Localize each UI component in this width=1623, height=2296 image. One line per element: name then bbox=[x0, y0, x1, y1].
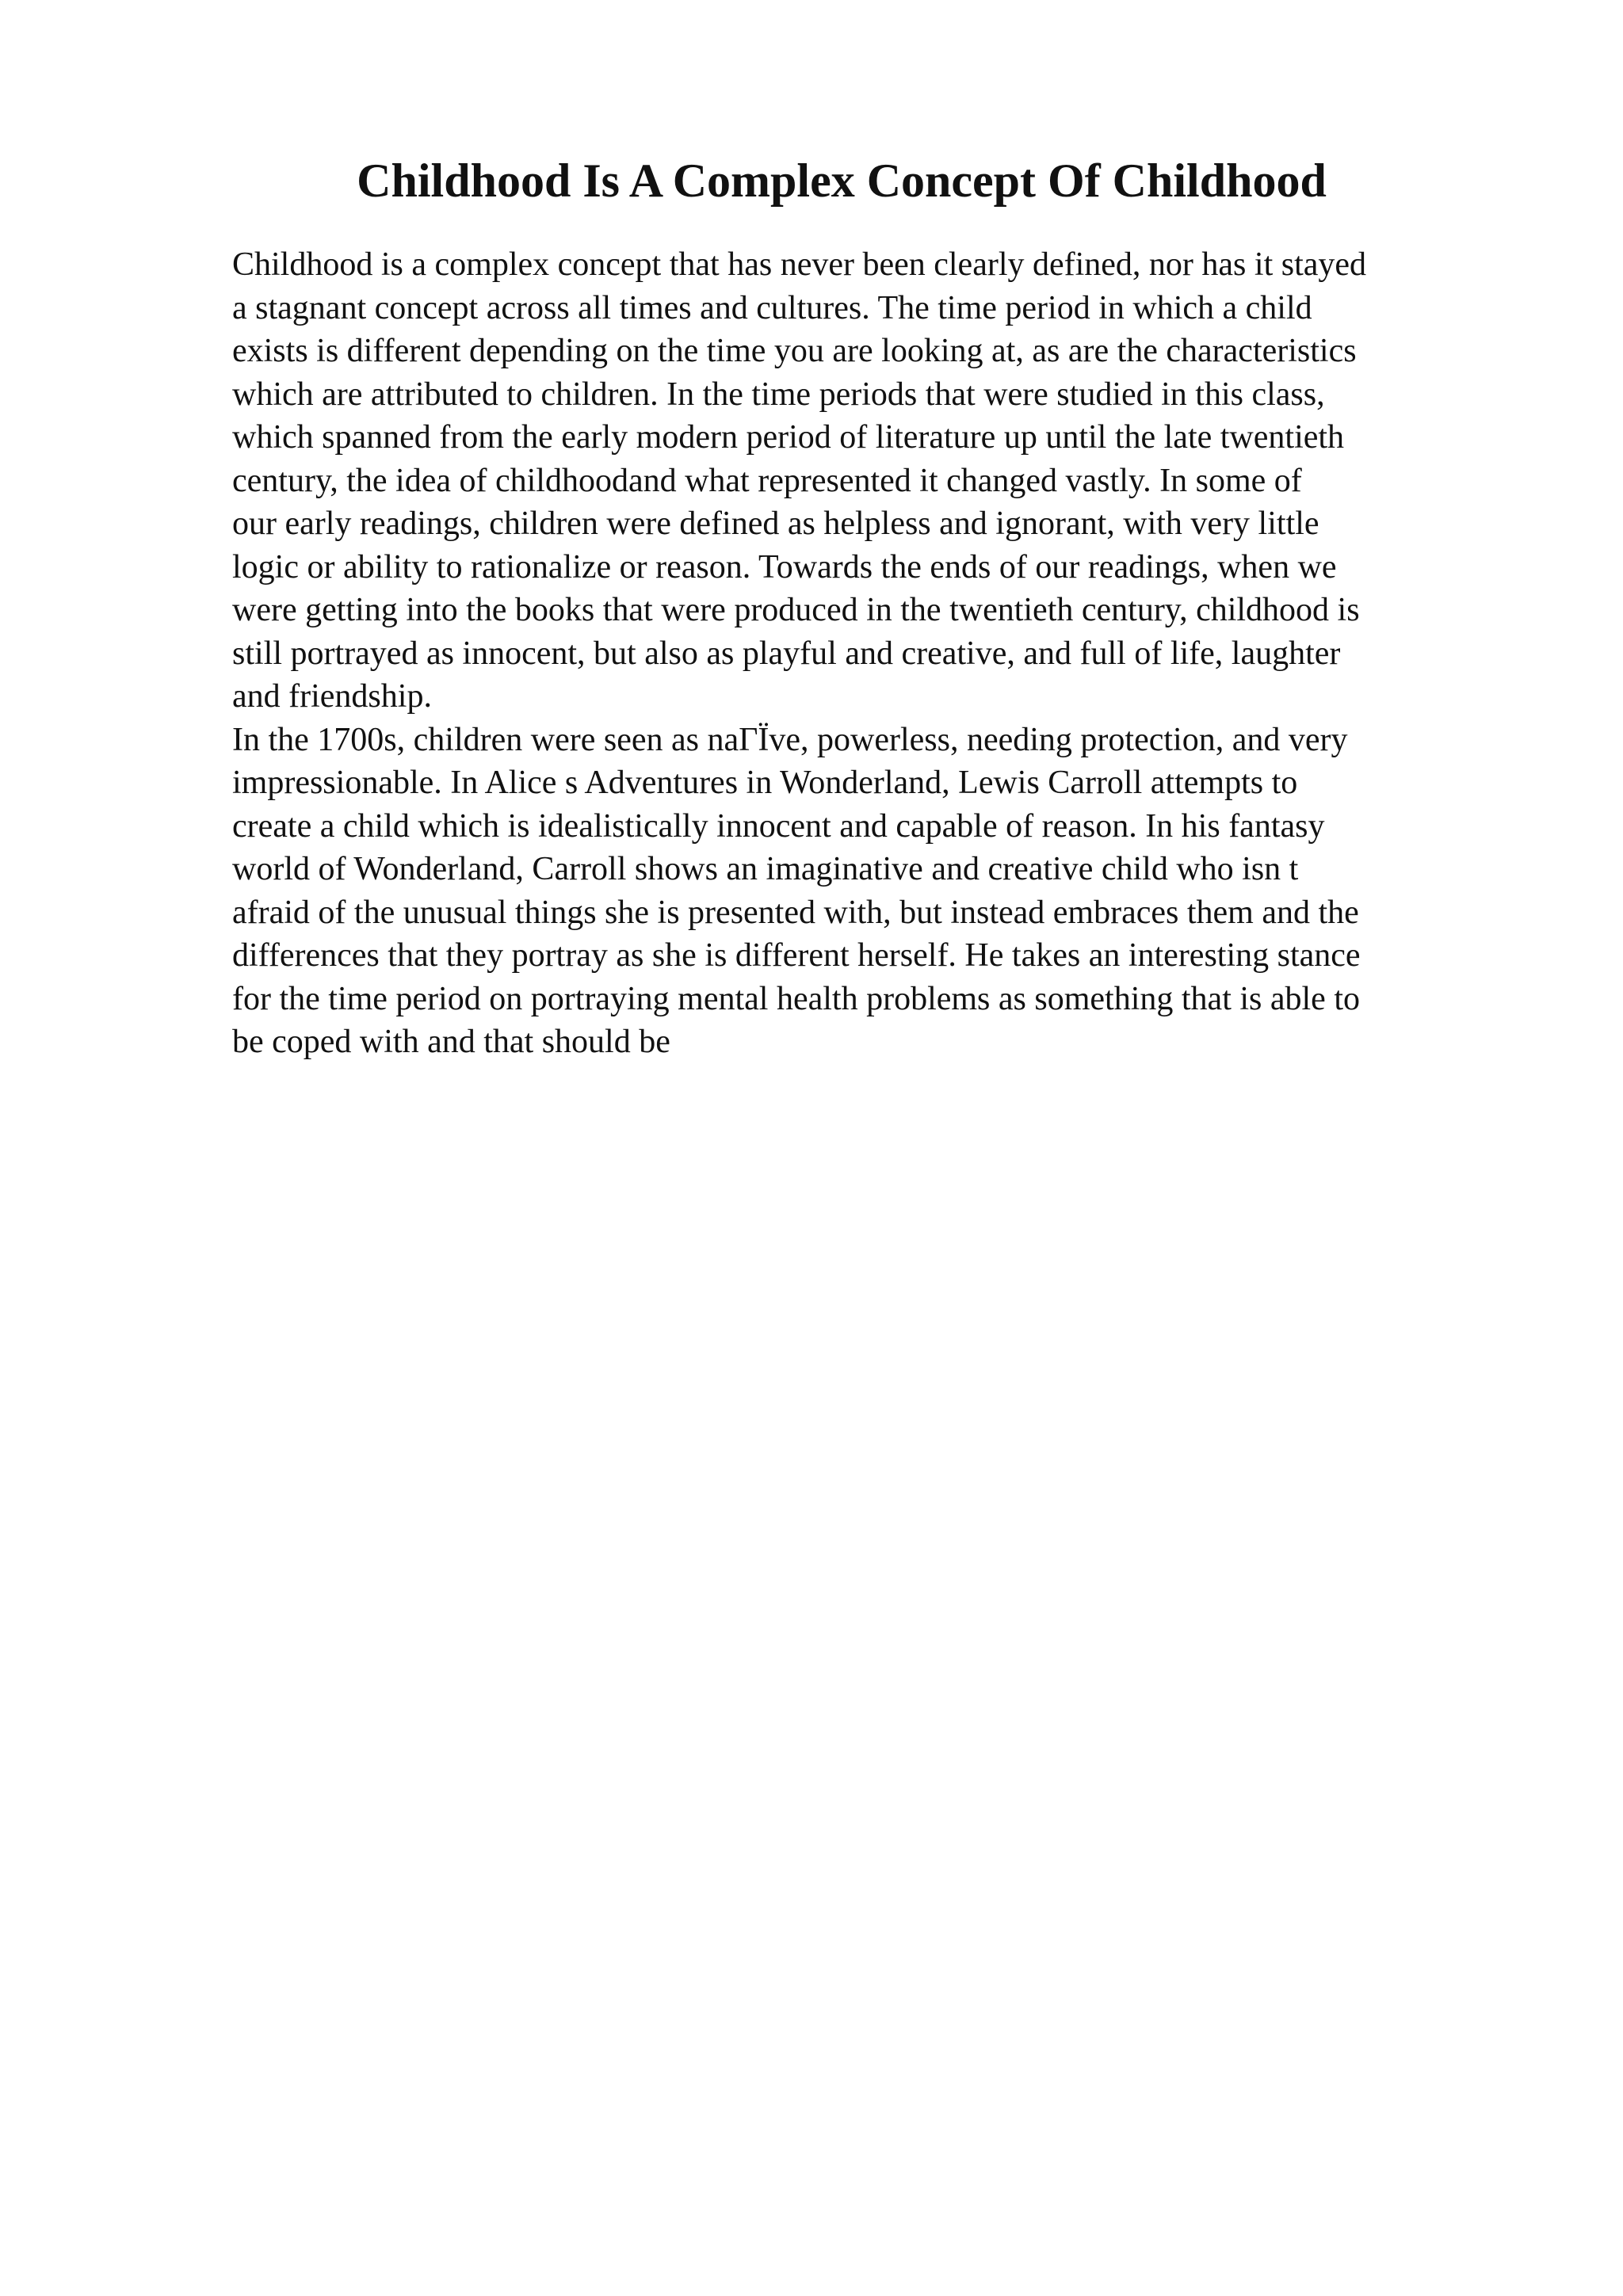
body-line: In the 1700s, children were seen as naГЇve, powerless, needing protection, and very bbox=[232, 721, 1348, 758]
body-line: impressionable. In Alice s Adventures in Wonderland, Lewis Carroll attempts to bbox=[232, 765, 1298, 801]
body-line: our early readings, children were defined as helpless and ignorant, with very little bbox=[232, 505, 1319, 542]
body-line: create a child which is idealistically innocent and capable of reason. In his fantasy bbox=[232, 807, 1325, 845]
body-line: afraid of the unusual things she is presented with, but instead embraces them and the bbox=[232, 894, 1359, 931]
body-line: world of Wonderland, Carroll shows an imaginative and creative child who isn t bbox=[232, 851, 1299, 887]
body-line: logic or ability to rationalize or reason. Towards the ends of our readings, when we bbox=[232, 548, 1337, 585]
document-title: Childhood Is A Complex Concept Of Childhood bbox=[357, 154, 1327, 207]
body-line: a stagnant concept across all times and cultures. The time period in which a child bbox=[232, 289, 1312, 326]
body-line: Childhood is a complex concept that has never been clearly defined, nor has it stayed bbox=[232, 246, 1367, 283]
document-body bbox=[232, 243, 1532, 1064]
body-line: be coped with and that should be bbox=[232, 1024, 670, 1060]
body-line: exists is different depending on the time you are looking at, as are the characteristics bbox=[232, 333, 1357, 369]
body-line: which spanned from the early modern period of literature up until the late twentieth bbox=[232, 419, 1345, 456]
body-line: which are attributed to children. In the time periods that were studied in this class, bbox=[232, 376, 1325, 413]
body-line: for the time period on portraying mental health problems as something that is able to bbox=[232, 980, 1360, 1017]
body-line: still portrayed as innocent, but also as playful and creative, and full of life, laughter bbox=[232, 635, 1341, 672]
body-line: and friendship. bbox=[232, 678, 432, 715]
body-line: were getting into the books that were produced in the twentieth century, childhood is bbox=[232, 592, 1360, 628]
body-line: differences that they portray as she is different herself. He takes an interesting stance bbox=[232, 937, 1361, 974]
body-line: century, the idea of childhoodand what represented it changed vastly. In some of bbox=[232, 462, 1302, 499]
